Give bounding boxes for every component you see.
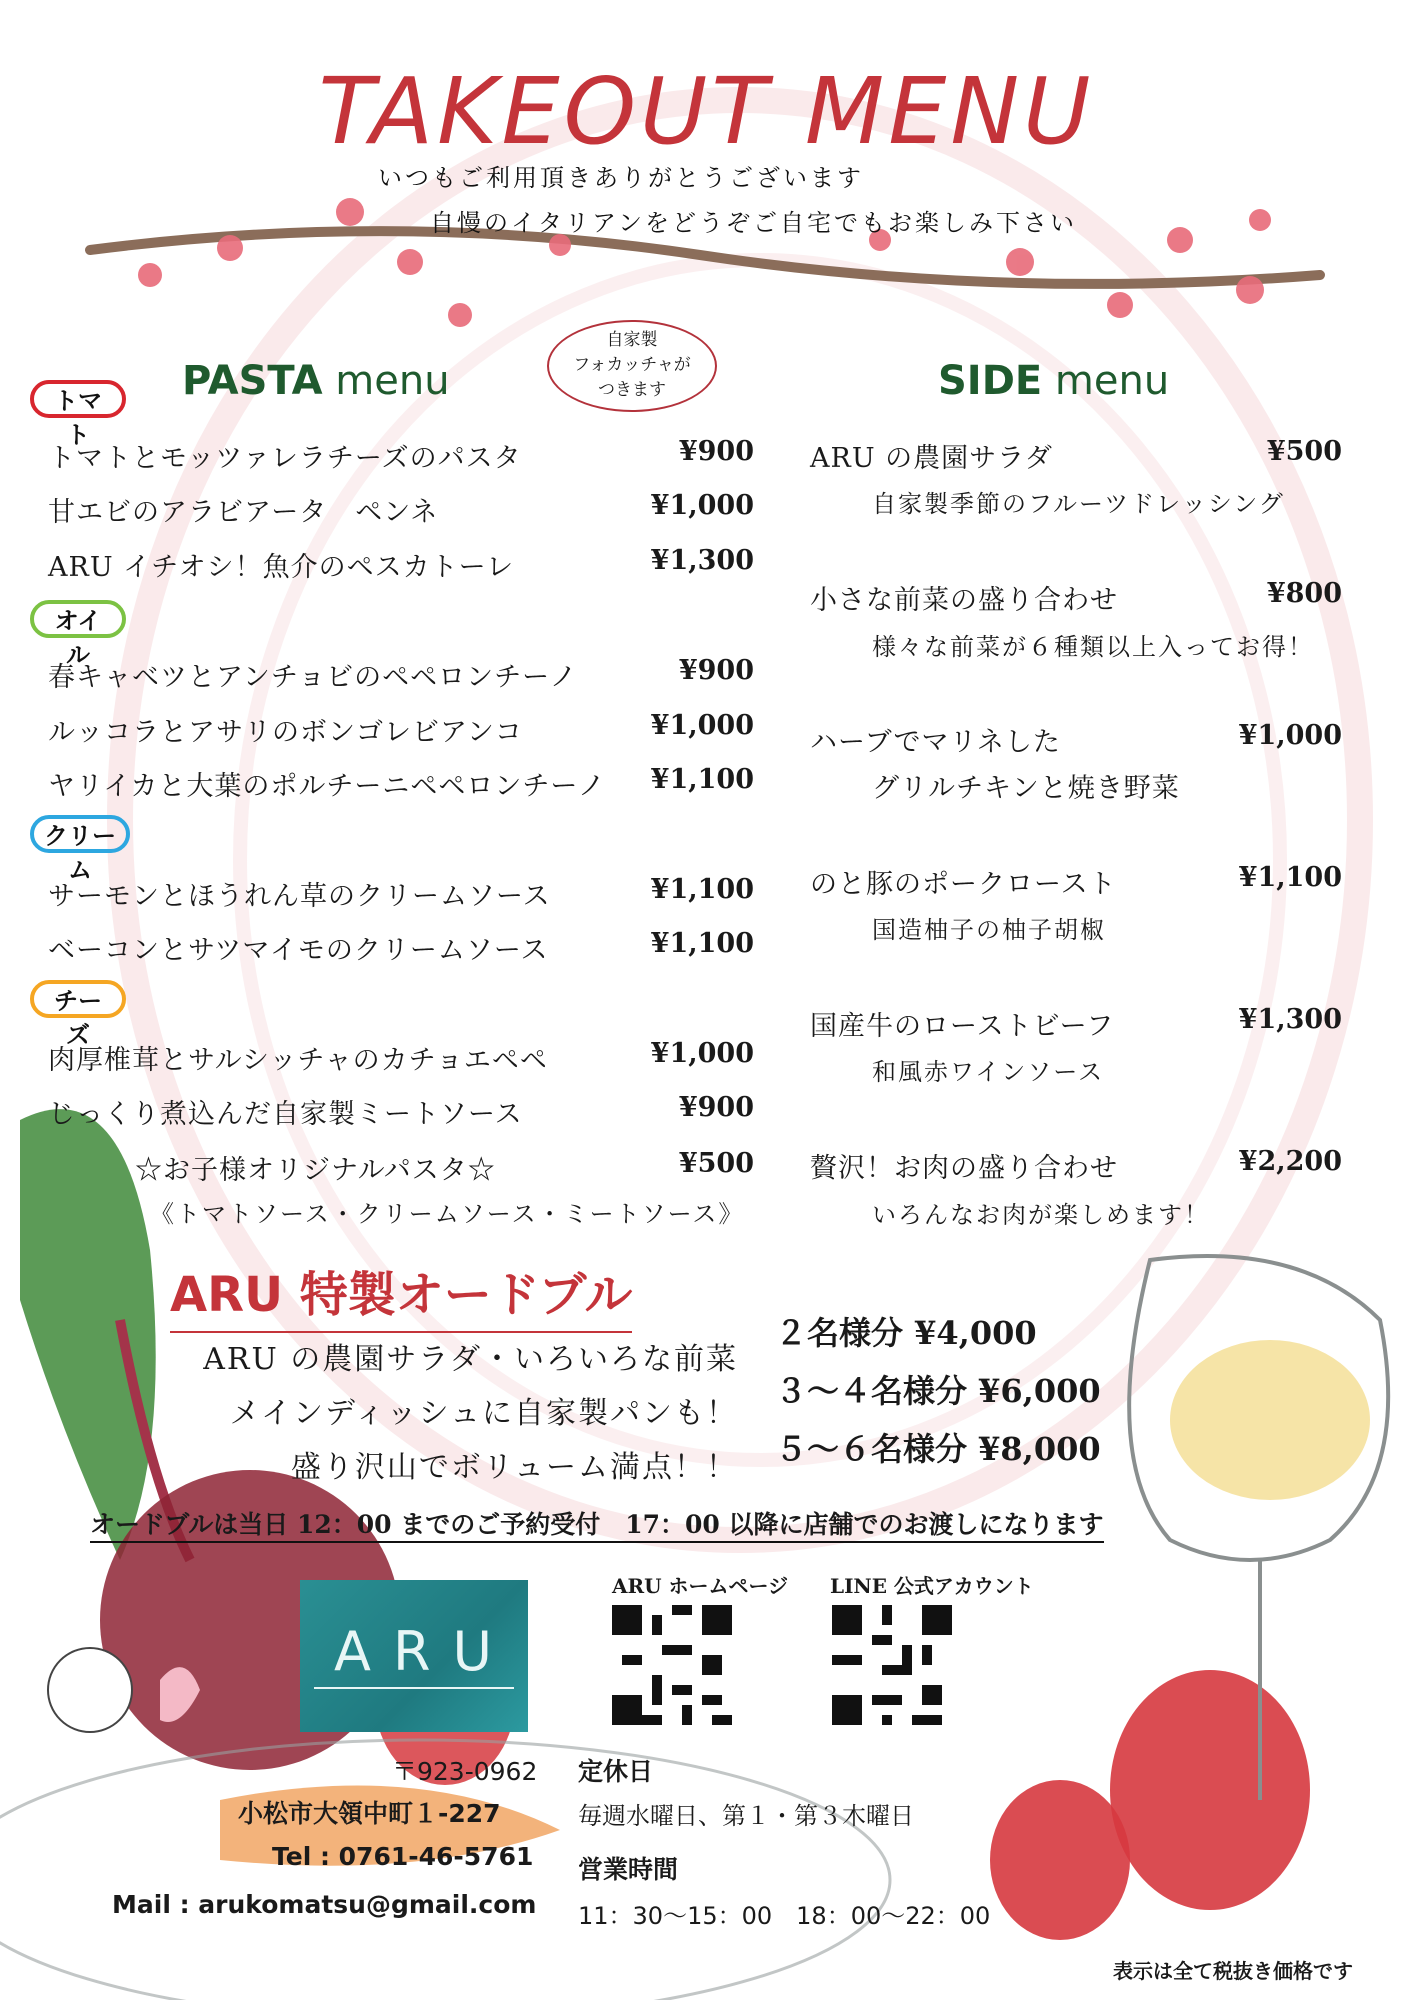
pasta-item-price: ¥1,000 bbox=[650, 490, 754, 521]
category-badge-tomato: トマト bbox=[30, 380, 126, 418]
hors-doeuvre-line: メインディッシュに自家製パンも！ bbox=[229, 1396, 738, 1431]
side-item-name: 小さな前菜の盛り合わせ bbox=[810, 585, 1118, 616]
pasta-item-price: ¥1,000 bbox=[650, 1038, 754, 1069]
pasta-item-price: ¥900 bbox=[678, 1092, 754, 1123]
aru-logo: ARU bbox=[300, 1580, 528, 1732]
pasta-item-name: トマトとモッツァレラチーズのパスタ bbox=[48, 443, 522, 474]
side-item-name: ARU の農園サラダ bbox=[810, 443, 1053, 474]
pasta-item-price: ¥1,100 bbox=[650, 764, 754, 795]
kids-pasta-note: 《トマトソース・クリームソース・ミートソース》 bbox=[150, 1200, 745, 1228]
qr-code-line-icon[interactable] bbox=[832, 1605, 952, 1725]
side-item-desc: 国造柚子の柚子胡椒 bbox=[872, 916, 1106, 944]
phone-number[interactable]: Tel : 0761-46-5761 bbox=[272, 1842, 534, 1871]
side-item-desc: 様々な前菜が６種類以上入ってお得！ bbox=[872, 633, 1314, 661]
pasta-item-name: サーモンとほうれん草のクリームソース bbox=[48, 881, 551, 912]
hors-doeuvre-price: ３～４名様分 ¥6,000 bbox=[775, 1372, 1101, 1410]
side-item-price: ¥1,300 bbox=[1238, 1004, 1342, 1035]
greeting-line-1: いつもご利用頂きありがとうございます bbox=[378, 164, 864, 192]
side-item-name: ハーブでマリネした bbox=[810, 727, 1061, 758]
side-item-price: ¥1,100 bbox=[1238, 862, 1342, 893]
business-hours-text: 11：30～15：00 18：00～22：00 bbox=[578, 1902, 991, 1930]
side-item-desc: いろんなお肉が楽しめます！ bbox=[872, 1201, 1210, 1229]
category-badge-cream: クリーム bbox=[30, 815, 130, 853]
category-badge-cheese: チーズ bbox=[30, 980, 126, 1018]
closed-days-heading: 定休日 bbox=[578, 1757, 654, 1786]
side-item-price: ¥2,200 bbox=[1238, 1146, 1342, 1177]
focaccia-note: 自家製 フォカッチャが つきます bbox=[547, 320, 717, 412]
side-item-price: ¥1,000 bbox=[1238, 720, 1342, 751]
email-address[interactable]: Mail : arukomatsu@gmail.com bbox=[112, 1890, 537, 1919]
tax-note: 表示は全て税抜き価格です bbox=[1113, 1959, 1353, 1983]
pasta-item-name: 肉厚椎茸とサルシッチャのカチョエペペ bbox=[48, 1045, 548, 1076]
pasta-item-price: ¥1,000 bbox=[650, 710, 754, 741]
side-item-price: ¥500 bbox=[1266, 436, 1342, 467]
pasta-item-name: じっくり煮込んだ自家製ミートソース bbox=[48, 1099, 523, 1130]
qr-code-home-icon[interactable] bbox=[612, 1605, 732, 1725]
closed-days-text: 毎週水曜日、第１・第３木曜日 bbox=[578, 1802, 914, 1830]
qr-home-label: ARU ホームページ bbox=[612, 1574, 789, 1598]
side-item-name: のと豚のポークロースト bbox=[810, 869, 1117, 900]
page-title: TAKEOUT MENU bbox=[318, 58, 1095, 165]
pasta-heading: PASTA menu bbox=[182, 358, 450, 404]
greeting-line-2: 自慢のイタリアンをどうぞご自宅でもお楽しみ下さい bbox=[430, 209, 1078, 237]
hors-doeuvre-price: ２名様分 ¥4,000 bbox=[775, 1314, 1037, 1352]
side-item-desc: 自家製季節のフルーツドレッシング bbox=[872, 490, 1285, 518]
hors-doeuvre-line: 盛り沢山でボリューム満点！！ bbox=[290, 1450, 738, 1485]
hors-doeuvre-notice: オードブルは当日 12：00 までのご予約受付 17：00 以降に店舗でのお渡しになります bbox=[90, 1505, 1104, 1543]
side-item-name: 贅沢！お肉の盛り合わせ bbox=[810, 1153, 1118, 1184]
hors-doeuvre-title: ARU 特製オードブル bbox=[170, 1256, 632, 1333]
qr-line-label: LINE 公式アカウント bbox=[830, 1574, 1034, 1598]
pasta-item-name: ベーコンとサツマイモのクリームソース bbox=[48, 935, 549, 966]
pasta-item-name: ヤリイカと大葉のポルチーニペペロンチーノ bbox=[48, 771, 606, 802]
pasta-item-name: ARU イチオシ！魚介のペスカトーレ bbox=[48, 552, 515, 583]
postal-code: 〒923-0962 bbox=[392, 1757, 538, 1786]
address: 小松市大領中町１-227 bbox=[238, 1799, 501, 1828]
side-heading: SIDE menu bbox=[938, 358, 1170, 404]
kids-pasta-price: ¥500 bbox=[678, 1148, 754, 1179]
pasta-item-name: ルッコラとアサリのボンゴレビアンコ bbox=[48, 717, 523, 748]
side-item-name: 国産牛のローストビーフ bbox=[810, 1011, 1115, 1042]
side-item-price: ¥800 bbox=[1266, 578, 1342, 609]
hors-doeuvre-price: ５～６名様分 ¥8,000 bbox=[775, 1430, 1101, 1468]
pasta-item-price: ¥1,100 bbox=[650, 928, 754, 959]
pasta-item-name: 春キャベツとアンチョビのペペロンチーノ bbox=[48, 662, 578, 693]
category-badge-oil: オイル bbox=[30, 600, 126, 638]
business-hours-heading: 営業時間 bbox=[578, 1855, 679, 1884]
pasta-item-price: ¥1,300 bbox=[650, 545, 754, 576]
side-item-desc: グリルチキンと焼き野菜 bbox=[872, 773, 1180, 804]
pasta-item-price: ¥900 bbox=[678, 655, 754, 686]
hors-doeuvre-line: ARU の農園サラダ・いろいろな前菜 bbox=[203, 1342, 738, 1377]
pasta-item-price: ¥1,100 bbox=[650, 874, 754, 905]
pasta-item-price: ¥900 bbox=[678, 436, 754, 467]
side-item-desc: 和風赤ワインソース bbox=[872, 1058, 1105, 1086]
kids-pasta-name: ☆お子様オリジナルパスタ☆ bbox=[135, 1155, 496, 1186]
pasta-item-name: 甘エビのアラビアータ ペンネ bbox=[48, 497, 439, 528]
